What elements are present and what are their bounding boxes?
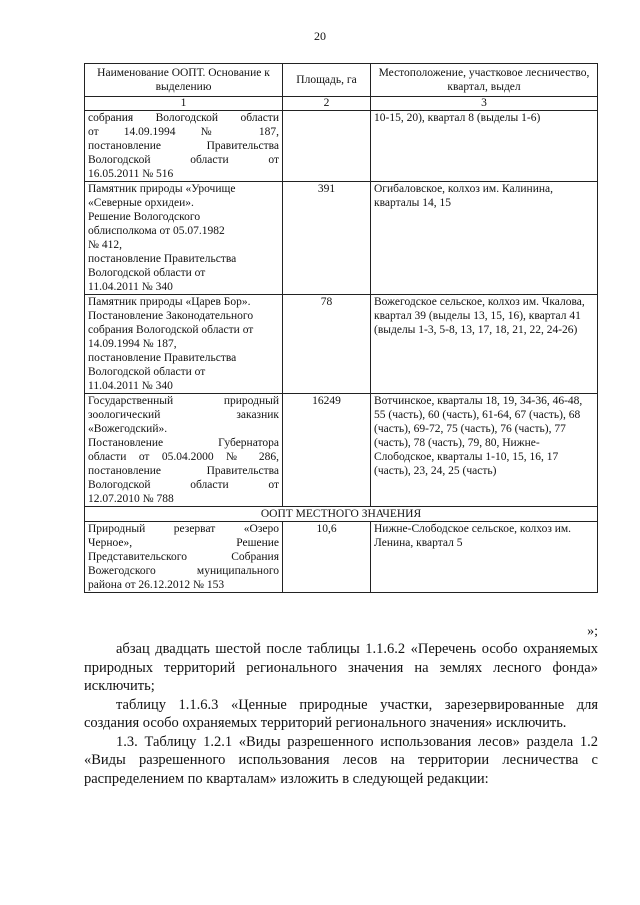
row-area-cell: 10,6 — [283, 522, 371, 593]
column-number: 1 — [85, 97, 283, 111]
page-number: 20 — [314, 29, 326, 43]
row-location-cell: Вожегодское сельское, колхоз им. Чкалова, квартал 39 (выделы 13, 15, 16), квартал 41 (выделы 1-3, 5-8, 13, 17, 18, 21, 22, 24-26) — [371, 295, 598, 394]
name-line: области от 05.04.2000 № 286, — [88, 451, 279, 463]
name-line: 11.04.2011 № 340 — [88, 380, 173, 392]
table-row — [85, 182, 598, 295]
name-line: собрания Вологодской области — [88, 112, 279, 124]
row-name-cell — [85, 111, 283, 182]
table-row — [85, 394, 598, 507]
row-area-cell — [283, 111, 371, 182]
table-row — [85, 522, 598, 593]
name-line: «Северные орхидеи». — [88, 197, 194, 209]
column-number-row — [85, 97, 598, 111]
name-line: постановление Правительства — [88, 465, 279, 477]
name-line: Решение Вологодского — [88, 211, 201, 223]
header-area: Площадь, га — [283, 64, 371, 97]
table-header-row — [85, 64, 598, 97]
paragraph: 1.3. Таблицу 1.2.1 «Виды разрешенного использования лесов» раздела 1.2 «Виды разрешенного использования лесов на территории лесничества с распределением по кварталам» изложить в следующей редакции: — [84, 733, 598, 787]
name-line: Постановление Губернатора — [88, 437, 279, 449]
section-title: ООПТ МЕСТНОГО ЗНАЧЕНИЯ — [85, 507, 598, 522]
name-line: Природный резерват «Озеро — [88, 523, 279, 535]
name-line: постановление Правительства — [88, 352, 237, 364]
section-title-row — [85, 507, 598, 522]
name-line: 12.07.2010 № 788 — [88, 493, 174, 505]
name-line: района от 26.12.2012 № 153 — [88, 579, 225, 591]
name-line: облисполкома от 05.07.1982 — [88, 225, 225, 237]
column-number: 3 — [371, 97, 598, 111]
name-line: от 14.09.1994 № 187, — [88, 126, 279, 138]
body-text — [84, 640, 598, 788]
row-area-cell: 391 — [283, 182, 371, 295]
name-line: Черное», Решение — [88, 537, 279, 549]
name-line: Вологодской области от — [88, 366, 206, 378]
name-line: Памятник природы «Урочище — [88, 183, 236, 195]
table-row — [85, 295, 598, 394]
paragraph: абзац двадцать шестой после таблицы 1.1.6.2 «Перечень особо охраняемых природных территорий регионального значения на землях лесного фонда» исключить; — [84, 641, 598, 694]
name-line: Вологодской области от — [88, 154, 279, 166]
row-name-cell — [85, 182, 283, 295]
name-line: Постановление Законодательного — [88, 310, 254, 322]
name-line: постановление Правительства — [88, 140, 279, 152]
row-area-cell: 78 — [283, 295, 371, 394]
table-row — [85, 111, 598, 182]
name-line: зоологический заказник — [88, 409, 279, 421]
name-line: Вологодской области от — [88, 479, 279, 491]
name-line: Представительского Собрания — [88, 551, 279, 563]
name-line: собрания Вологодской области от — [88, 324, 254, 336]
name-line: 14.09.1994 № 187, — [88, 338, 177, 350]
name-line: «Вожегодский». — [88, 423, 168, 435]
header-location: Местоположение, участковое лесничество, квартал, выдел — [371, 64, 598, 97]
name-line: Вожегодского муниципального — [88, 565, 279, 577]
row-location-cell: Вотчинское, кварталы 18, 19, 34-36, 46-48, 55 (часть), 60 (часть), 61-64, 67 (часть), 68 (часть), 69-72, 75 (часть), 76 (часть), 77 (часть), 78 (часть), 79, 80, Нижне-Слободское, кварталы 1-10, 15, 16, 17 (часть), 23, 24, 25 (часть) — [371, 394, 598, 507]
row-name-cell — [85, 522, 283, 593]
column-number: 2 — [283, 97, 371, 111]
header-name: Наименование ООПТ. Основание к выделению — [85, 64, 283, 97]
row-location-cell: 10-15, 20), квартал 8 (выделы 1-6) — [371, 111, 598, 182]
paragraph: таблицу 1.1.6.3 «Ценные природные участки, зарезервированные для создания особо охраняемых территорий регионального значения» исключить. — [84, 696, 598, 731]
row-area-cell: 16249 — [283, 394, 371, 507]
row-location-cell: Огибаловское, колхоз им. Калинина, кварталы 14, 15 — [371, 182, 598, 295]
name-line: Государственный природный — [88, 395, 279, 407]
name-line: 16.05.2011 № 516 — [88, 168, 174, 180]
row-name-cell — [85, 394, 283, 507]
row-name-cell — [85, 295, 283, 394]
name-line: Вологодской области от — [88, 267, 206, 279]
protected-areas-table — [84, 63, 598, 593]
row-location-cell: Нижне-Слободское сельское, колхоз им. Ленина, квартал 5 — [371, 522, 598, 593]
name-line: Памятник природы «Царев Бор». — [88, 296, 251, 308]
closing-quote-mark: »; — [587, 624, 598, 639]
name-line: 11.04.2011 № 340 — [88, 281, 173, 293]
name-line: № 412, — [88, 239, 122, 251]
name-line: постановление Правительства — [88, 253, 237, 265]
